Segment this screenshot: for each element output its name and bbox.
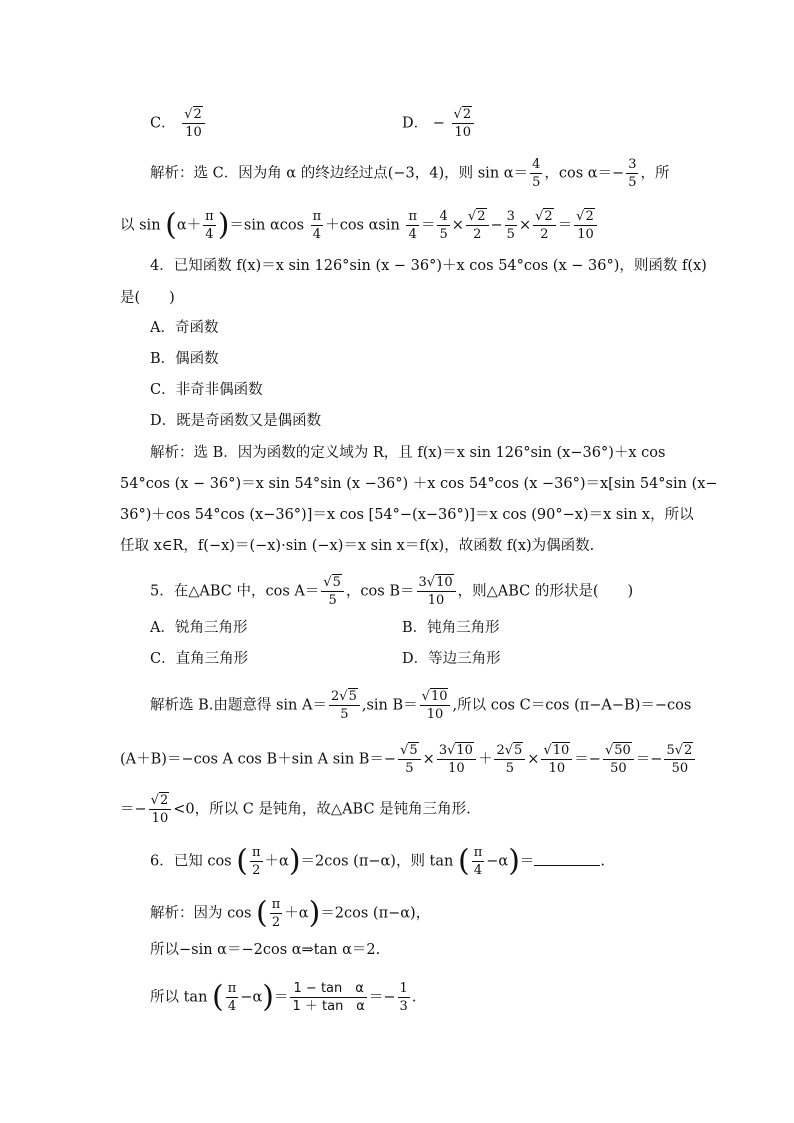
q5-option-c: C．直角三角形 <box>150 651 249 667</box>
q4-solution-line2: 54°cos (x − 36°)＝x sin 54°sin (x −36°) ＋x cos 54°cos (x −36°)＝x[sin 54°sin (x− <box>120 476 718 492</box>
option-c-label: C． <box>150 115 176 132</box>
q4-stem-line1: 4．已知函数 f(x)＝x sin 126°sin (x − 36°)＋x cos 54°cos (x − 36°)，则函数 f(x) <box>150 258 707 274</box>
q5-solution-line2: (A＋B)＝−cos A cos B＋sin A sin B＝− $\frac{√5}{5}$ × $\frac{3√10}{10}$ ＋ $\frac{2√5}{5}$ × $\frac{√10}{10}$ ＝− $\frac{√50}{50}$ ＝− $\frac{5√2}{50}$ <box>120 744 697 775</box>
q5-option-d: D．等边三角形 <box>402 651 501 667</box>
q4-solution-line3: 36°)＋cos 54°cos (x−36°)]＝x cos [54°−(x−36°)]＝x cos (90°−x)＝x sin x，所以 <box>120 507 694 523</box>
q6-stem: 6．已知 cos ( $\frac{\pi}{2}$ ＋α)＝2cos (π−α)，则 tan ( $\frac{\pi}{4}$ −α)＝ . <box>150 843 606 879</box>
q5-stem: 5．在△ABC 中，cos A＝ $\frac{√5}{5}$ ，cos B＝ $\frac{3√10}{10}$ ，则△ABC 的形状是( ) <box>150 575 634 608</box>
option-c <box>150 108 207 139</box>
q4-option-a: A．奇函数 <box>150 320 219 336</box>
q4-option-b: B．偶函数 <box>150 351 219 367</box>
option-d-label: D． <box>402 115 429 132</box>
q5-option-b: B．钝角三角形 <box>402 620 500 636</box>
q5-option-a: A．锐角三角形 <box>150 620 248 636</box>
q5-solution-line1: 解析选 B.由题意得 sin A＝ $\frac{2√5}{5}$ ,sin B＝ $\frac{√10}{10}$ ,所以 cos C＝cos (π−A−B)＝−cos <box>150 689 692 722</box>
option-c-fraction: $\frac{√2}{10}$ <box>182 108 205 139</box>
answer-blank <box>534 851 600 866</box>
q6-solution-line1: 解析：因为 cos ( $\frac{\pi}{2}$ ＋α)＝2cos (π−α)， <box>150 895 431 931</box>
q3-solution-line1: 解析：选 C．因为角 α 的终边经过点(−3，4)，则 sin α＝ $\frac{4}{5}$ ，cos α＝− $\frac{3}{5}$ ，所 <box>150 157 670 190</box>
q3-solution-line2: 以 sin (α＋ $\frac{\pi}{4}$ )＝sin αcos $\frac{\pi}{4}$ ＋cos αsin $\frac{\pi}{4}$ ＝ $\frac{4}{5}$ × $\frac{√2}{2}$ − $\frac{3}{5}$ × $\frac{√2}{2}$ ＝ $\frac{√2}{10}$ <box>120 210 599 241</box>
q4-option-c: C．非奇非偶函数 <box>150 382 263 398</box>
q6-solution-line2: 所以−sin α＝−2cos α⇒tan α＝2. <box>150 942 381 958</box>
q4-solution-line1: 解析：选 B．因为函数的定义域为 R，且 f(x)＝x sin 126°sin (x−36°)＋x cos <box>150 445 666 461</box>
q5-solution-line3: ＝− $\frac{√2}{10}$ <0，所以 C 是钝角，故△ABC 是钝角三角形. <box>120 793 471 826</box>
q4-stem-line2: 是( ) <box>120 290 175 306</box>
option-d-fraction: $\frac{√2}{10}$ <box>452 108 475 139</box>
option-d: D． − $\frac{√2}{10}$ <box>402 108 476 139</box>
q6-solution-line3: 所以 tan ( $\frac{\pi}{4}$ −α)＝ $\frac{\text{1 − tan α}}{\text{1 ＋ tan α}}$ ＝− $\frac{1}{3}$ . <box>150 979 417 1015</box>
q4-option-d: D．既是奇函数又是偶函数 <box>150 413 322 429</box>
q4-solution-line4: 任取 x∈R，f(−x)＝(−x)·sin (−x)＝x sin x＝f(x)，故函数 f(x)为偶函数. <box>120 538 595 554</box>
